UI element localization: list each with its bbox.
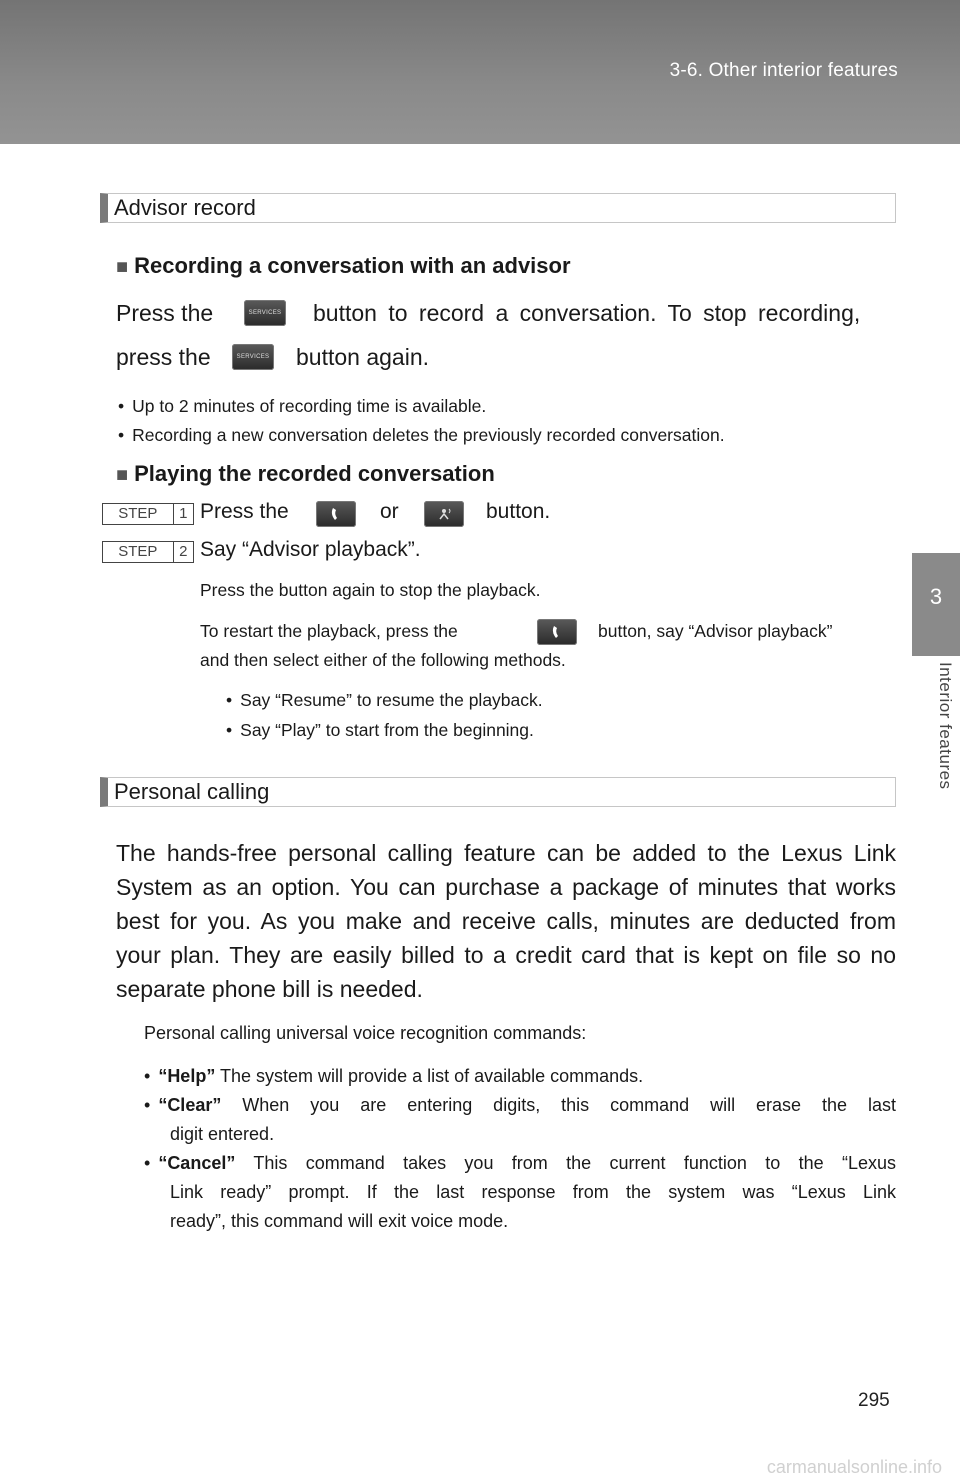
step-2-text: Say “Advisor playback”. — [200, 538, 421, 561]
restart-text-cont: and then select either of the following methods. — [200, 650, 566, 670]
command-item-cancel: • “Cancel” This command takes you from the current function to the “Lexus — [144, 1153, 896, 1173]
commands-list — [144, 1062, 896, 1236]
recording-line1-end: button to record a conversation. To stop recording, — [313, 300, 861, 326]
chapter-label: Interior features — [936, 662, 955, 790]
personal-calling-paragraph: The hands-free personal calling feature can be added to the Lexus Link System as an option. You can purchase a package of minutes that works best for you. As you make and receive calls, minutes are deducted from your plan. They are easily billed to a credit card that is kept on file so no separate phone bill is needed. — [116, 840, 896, 1002]
step-1-text-start: Press the — [200, 500, 289, 523]
square-bullet-icon: ■ — [116, 256, 129, 278]
recording-line2-end: button again. — [296, 344, 430, 370]
phone-button-icon — [537, 619, 577, 645]
stop-playback-note: Press the button again to stop the playback. — [200, 580, 541, 600]
step-2-badge: STEP 2 — [102, 541, 194, 563]
recording-line2-start: press the — [116, 344, 211, 370]
recording-note: • Up to 2 minutes of recording time is available. — [118, 396, 487, 416]
step-1-text-or: or — [380, 500, 399, 523]
chapter-number: 3 — [929, 584, 943, 609]
phone-button-icon — [316, 501, 356, 527]
command-item-help: • “Help” The system will provide a list of available commands. — [144, 1066, 644, 1086]
step-1-text-end: button. — [486, 500, 551, 523]
watermark: carmanualsonline.info — [766, 1457, 942, 1477]
playback-option: • Say “Play” to start from the beginning. — [226, 720, 534, 740]
advisor-record-heading: Advisor record — [100, 193, 896, 223]
services-button-icon: SERVICES — [232, 344, 274, 370]
recording-subheading-text: Recording a conversation with an advisor — [134, 253, 571, 278]
command-item-clear-cont: digit entered. — [170, 1124, 275, 1144]
restart-text-end: button, say “Advisor playback” — [598, 621, 833, 641]
command-item-cancel-cont: Link ready” prompt. If the last response from the system was “Lexus Link — [170, 1182, 896, 1202]
commands-intro: Personal calling universal voice recognition commands: — [144, 1023, 587, 1043]
playing-subheading-text: Playing the recorded conversation — [134, 461, 495, 486]
restart-text-start: To restart the playback, press the — [200, 621, 458, 641]
recording-line1-start: Press the — [116, 300, 214, 326]
playback-option: • Say “Resume” to resume the playback. — [226, 690, 543, 710]
voice-button-icon — [424, 501, 464, 527]
square-bullet-icon: ■ — [116, 464, 129, 486]
command-item-cancel-cont: ready”, this command will exit voice mode. — [170, 1211, 509, 1231]
services-button-icon: SERVICES — [244, 300, 286, 326]
recording-subheading — [116, 253, 571, 279]
step-1-badge: STEP 1 — [102, 503, 194, 525]
playing-subheading — [116, 461, 495, 487]
page-number: 295 — [858, 1390, 890, 1411]
section-title: 3-6. Other interior features — [669, 60, 898, 81]
recording-note: • Recording a new conversation deletes the previously recorded conversation. — [118, 425, 725, 445]
command-item-clear: • “Clear” When you are entering digits, this command will erase the last — [144, 1095, 896, 1115]
personal-calling-heading: Personal calling — [100, 777, 896, 807]
